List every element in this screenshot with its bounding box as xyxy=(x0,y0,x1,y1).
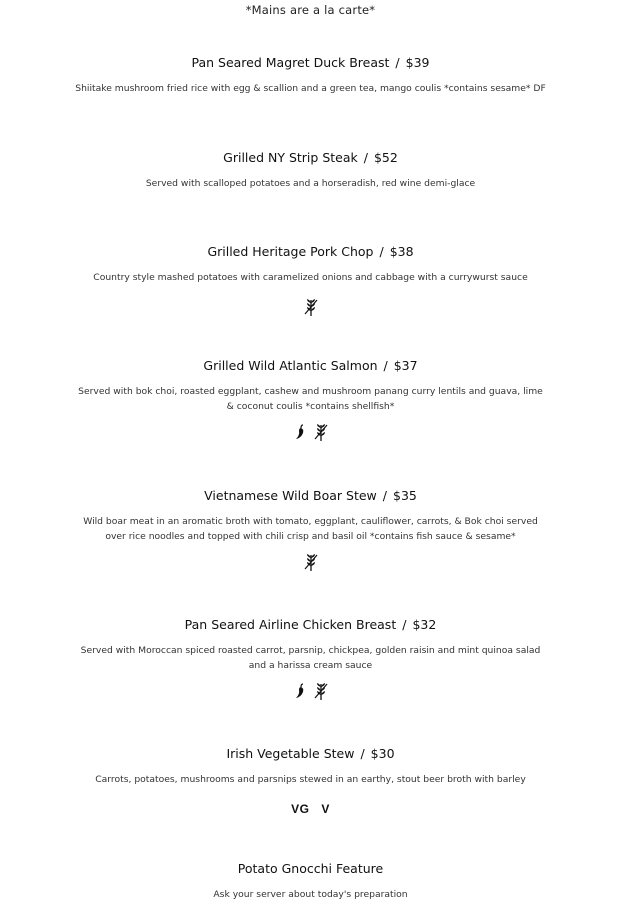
vegetarian-label: V xyxy=(321,802,330,816)
spicy-pepper-icon xyxy=(294,424,306,440)
a-la-carte-note: *Mains are a la carte* xyxy=(245,3,376,17)
menu-item-steak xyxy=(0,150,621,191)
item-name: Grilled Heritage Pork Chop xyxy=(207,244,374,259)
item-name: Grilled NY Strip Steak xyxy=(223,150,358,165)
item-name: Vietnamese Wild Boar Stew xyxy=(204,488,377,503)
item-price: $39 xyxy=(405,55,430,70)
item-price: $35 xyxy=(393,488,417,503)
item-name: Irish Vegetable Stew xyxy=(226,746,355,761)
gluten-free-icon xyxy=(314,681,328,701)
item-price: $32 xyxy=(412,617,437,632)
item-title xyxy=(0,55,621,71)
item-price: $52 xyxy=(373,150,398,165)
item-description: Ask your server about today's preparation xyxy=(213,889,408,900)
item-title xyxy=(0,488,621,504)
item-description: Shiitake mushroom fried rice with egg & scallion and a green tea, mango coulis *contains sesame* DF xyxy=(75,83,546,94)
item-description: Wild boar meat in an aromatic broth with tomato, eggplant, cauliflower, carrots, & Bok choi served over rice noodles and topped with chili crisp and basil oil *contains fish sauce & sesame* xyxy=(83,516,538,542)
vegan-label: VG xyxy=(291,802,310,816)
item-description: Served with Moroccan spiced roasted carrot, parsnip, chickpea, golden raisin and mint quinoa salad and a harissa cream sauce xyxy=(80,645,541,671)
menu-item-gnocchi xyxy=(0,861,621,902)
menu-item-salmon xyxy=(0,358,621,442)
menu-item-boar-stew xyxy=(0,488,621,572)
menu-item-duck xyxy=(0,55,621,96)
item-title xyxy=(0,746,621,762)
dietary-labels xyxy=(0,799,621,819)
price-separator: / xyxy=(383,358,388,373)
spicy-pepper-icon xyxy=(294,683,306,699)
gluten-free-icon xyxy=(304,552,318,572)
item-description: Served with bok choi, roasted eggplant, cashew and mushroom panang curry lentils and guava, lime & coconut coulis *contains shellfish* xyxy=(78,386,543,412)
item-name: Pan Seared Magret Duck Breast xyxy=(191,55,390,70)
item-title xyxy=(0,150,621,166)
price-separator: / xyxy=(363,150,368,165)
price-separator: / xyxy=(360,746,365,761)
item-title xyxy=(0,358,621,374)
item-description: Carrots, potatoes, mushrooms and parsnips stewed in an earthy, stout beer broth with barley xyxy=(95,774,526,785)
menu-item-pork-chop xyxy=(0,244,621,317)
item-title xyxy=(0,861,621,877)
item-name: Grilled Wild Atlantic Salmon xyxy=(203,358,378,373)
dietary-icons xyxy=(0,681,621,701)
dietary-icons xyxy=(0,297,621,317)
item-name: Pan Seared Airline Chicken Breast xyxy=(184,617,397,632)
price-separator: / xyxy=(382,488,387,503)
dietary-icons xyxy=(0,422,621,442)
item-price: $30 xyxy=(370,746,395,761)
menu-item-vegetable-stew xyxy=(0,746,621,819)
item-title xyxy=(0,617,621,633)
item-name: Potato Gnocchi Feature xyxy=(237,861,384,876)
item-description: Served with scalloped potatoes and a horseradish, red wine demi-glace xyxy=(145,178,476,189)
price-separator: / xyxy=(395,55,400,70)
menu-item-chicken xyxy=(0,617,621,701)
item-price: $38 xyxy=(389,244,414,259)
price-separator: / xyxy=(402,617,407,632)
gluten-free-icon xyxy=(314,422,328,442)
dietary-icons xyxy=(0,552,621,572)
gluten-free-icon xyxy=(304,297,318,317)
item-price: $37 xyxy=(393,358,418,373)
item-description: Country style mashed potatoes with caramelized onions and cabbage with a currywurst sauce xyxy=(93,272,528,283)
price-separator: / xyxy=(379,244,384,259)
item-title xyxy=(0,244,621,260)
